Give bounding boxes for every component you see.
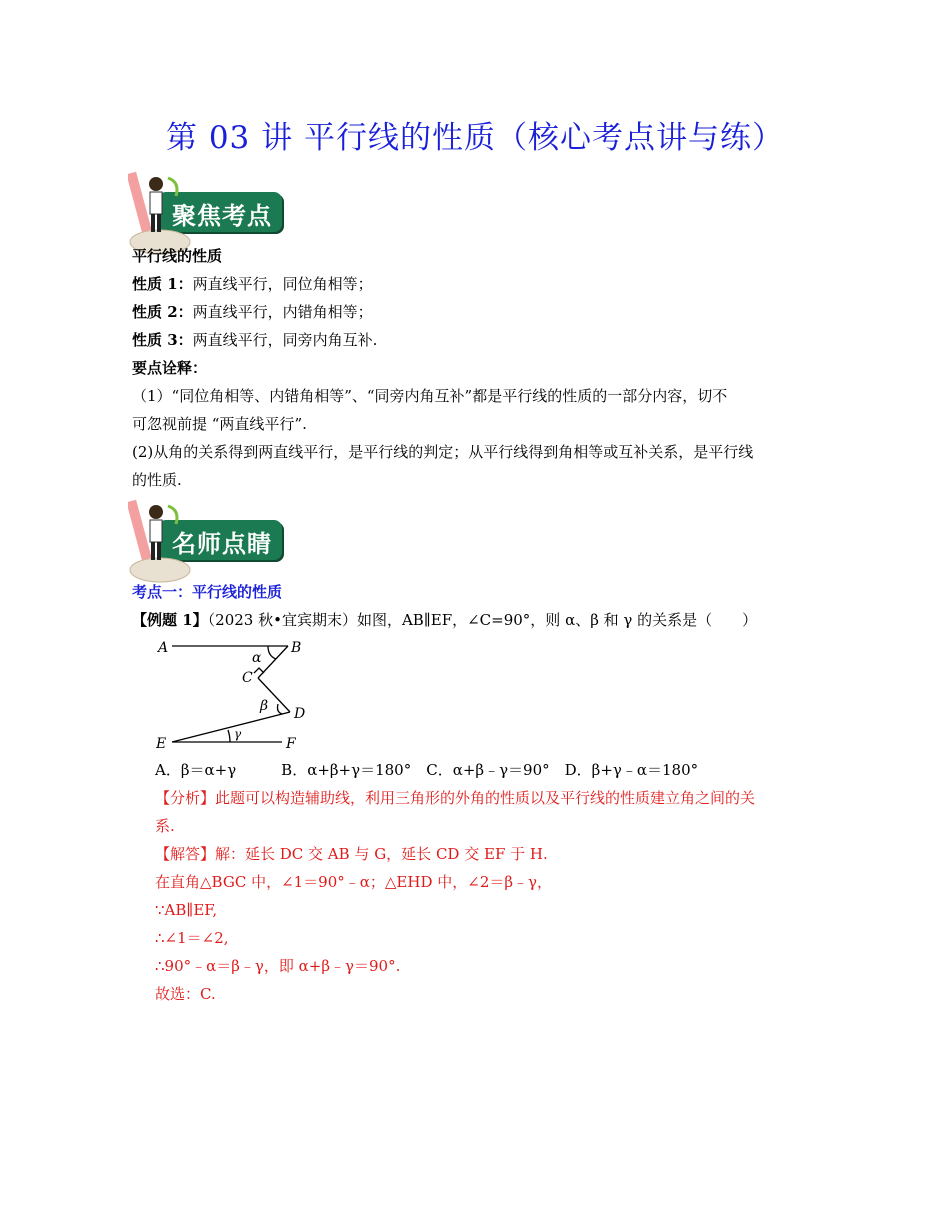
label-F: F [286,736,296,752]
label-alpha: α [252,650,262,666]
note-2-line-1: (2)从角的关系得到两直线平行，是平行线的判定；从平行线得到角相等或互补关系，是平行线 [132,443,754,461]
banner-label: 名师点睛 [172,530,272,558]
label-D: D [294,706,306,722]
label-beta: β [260,698,269,714]
example-text: （2023 秋•宜宾期末）如图，AB∥EF，∠C=90°，则 α、β 和 γ 的关系是（ ） [207,611,758,629]
label-E: E [156,736,167,752]
property-2 [132,302,373,322]
property-3-label: 性质 3： [132,331,193,349]
example-1 [132,610,757,630]
label-A: A [158,640,169,656]
section-heading: 平行线的性质 [132,247,223,265]
answer-options: A．β＝α+γ B．α+β+γ＝180° C．α+β﹣γ＝90° D．β+γ﹣α＝180° [155,761,699,779]
property-1-text: 两直线平行，同位角相等； [192,275,373,293]
note-1-line-2: 可忽视前提 “两直线平行”. [132,415,307,433]
solution-line-4: ∴∠1＝∠2, [155,929,229,947]
property-2-text: 两直线平行，内错角相等； [192,303,373,321]
property-1 [132,274,373,294]
notes-heading: 要点诠释： [132,359,208,377]
solution-line-5: ∴90°﹣α＝β﹣γ，即 α+β﹣γ＝90°. [155,957,401,975]
property-2-label: 性质 2： [132,303,193,321]
property-3 [132,330,377,350]
property-3-text: 两直线平行，同旁内角互补. [192,331,378,349]
banner-teacher-tips [128,496,288,588]
topic-heading: 考点一：平行线的性质 [132,583,283,601]
example-label: 【例题 1】 [132,611,208,629]
analysis-line-2: 系. [155,817,175,835]
solution-line-1: 【解答】解：延长 DC 交 AB 与 G，延长 CD 交 EF 于 H. [155,845,548,863]
geometry-diagram [150,634,320,754]
solution-line-2: 在直角△BGC 中，∠1＝90°﹣α；△EHD 中，∠2＝β﹣γ， [155,873,553,891]
banner-label: 聚焦考点 [172,202,272,230]
label-gamma: γ [234,727,242,741]
property-1-label: 性质 1： [132,275,193,293]
note-1-line-1: （1）“同位角相等、内错角相等”、“同旁内角互补”都是平行线的性质的一部分内容，切不 [132,387,728,405]
note-2-line-2: 的性质. [132,471,182,489]
solution-line-3: ∵AB∥EF, [155,901,218,919]
analysis-line-1: 【分析】此题可以构造辅助线，利用三角形的外角的性质以及平行线的性质建立角之间的关 [155,789,756,807]
label-B: B [291,640,302,656]
label-C: C [242,670,253,686]
solution-line-6: 故选：C. [155,985,216,1003]
page-title: 第 03 讲 平行线的性质（核心考点讲与练） [165,120,784,156]
